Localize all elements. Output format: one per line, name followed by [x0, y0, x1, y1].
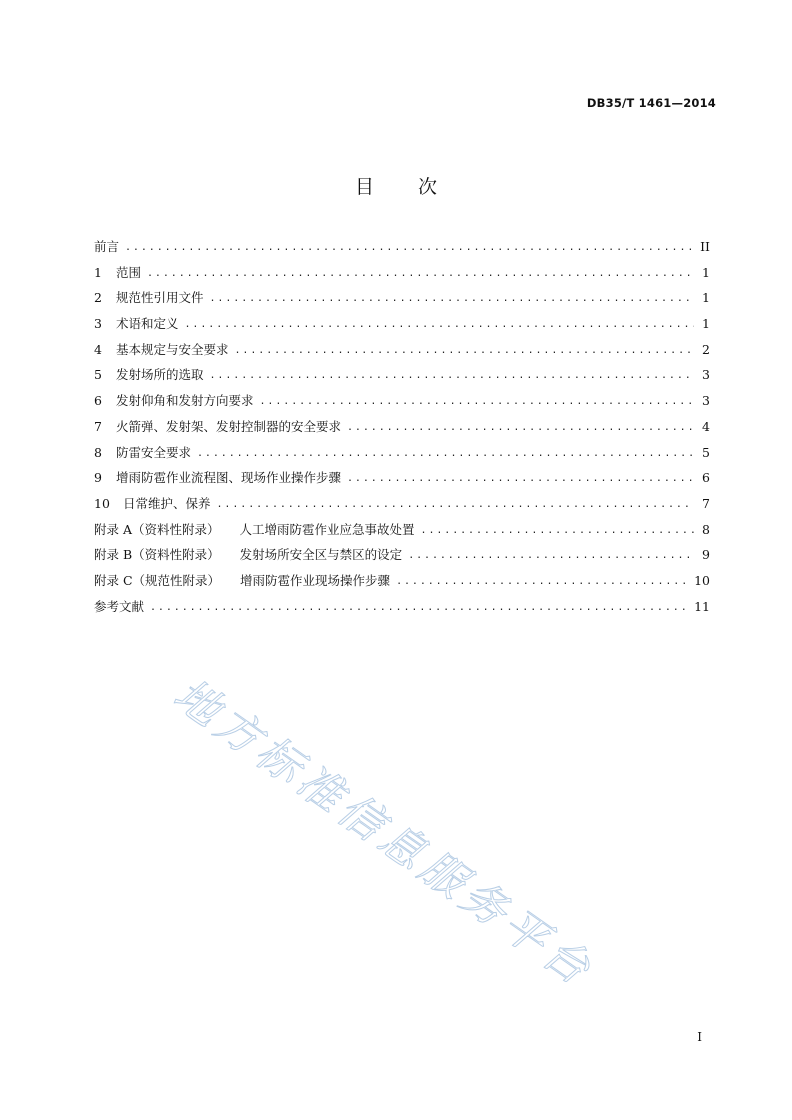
toc-entry-subtitle: 发射场所安全区与禁区的设定 — [239, 547, 403, 563]
page-title — [0, 172, 792, 199]
title-char-1: 目 — [354, 176, 374, 198]
toc-dot-leader — [150, 598, 688, 618]
standard-code: DB35/T 1461—2014 — [586, 96, 716, 110]
toc-page-number: 1 — [702, 316, 710, 332]
toc-entry[interactable] — [94, 571, 710, 597]
toc-page-number: 8 — [702, 521, 710, 537]
toc-entry-number: 1 — [94, 264, 102, 280]
toc-entry-label: 基本规定与安全要求 — [116, 341, 229, 357]
toc-dot-leader — [210, 366, 694, 386]
toc-dot-leader — [185, 315, 694, 335]
toc-entry[interactable] — [94, 237, 710, 263]
toc-entry-label: 火箭弹、发射架、发射控制器的安全要求 — [116, 418, 342, 434]
toc-entry[interactable] — [94, 443, 710, 469]
toc-dot-leader — [260, 392, 694, 412]
toc-entry-subtitle: 增雨防雹作业现场操作步骤 — [240, 572, 391, 588]
toc-entry-number: 8 — [94, 444, 102, 460]
toc-entry-label: 前言 — [94, 239, 120, 254]
toc-entry-label: 发射场所的选取 — [116, 367, 204, 383]
toc-page-number: 3 — [702, 367, 710, 383]
toc-dot-leader — [125, 238, 694, 258]
toc-entry-number: 3 — [94, 316, 102, 332]
toc-entry[interactable] — [94, 365, 710, 391]
toc-entry-number: 7 — [94, 418, 102, 434]
toc-entry-label: 规范性引用文件 — [116, 290, 204, 306]
toc-dot-leader — [408, 546, 694, 566]
toc-entry-label: 附录 A（资料性附录） — [94, 521, 220, 537]
table-of-contents — [94, 237, 710, 622]
toc-entry[interactable] — [94, 391, 710, 417]
toc-page-number: 7 — [702, 495, 710, 511]
toc-entry-label: 参考文献 — [94, 598, 145, 614]
toc-entry[interactable] — [94, 263, 710, 289]
toc-entry-label: 发射仰角和发射方向要求 — [116, 393, 254, 409]
toc-entry[interactable] — [94, 288, 710, 314]
toc-page-number: 6 — [702, 470, 710, 486]
toc-page-number: 3 — [702, 393, 710, 409]
toc-entry[interactable] — [94, 340, 710, 366]
toc-entry[interactable] — [94, 417, 710, 443]
toc-entry-label: 防雷安全要求 — [116, 444, 192, 460]
toc-entry-label: 日常维护、保养 — [123, 495, 211, 511]
watermark: 地方标准信息服务平台 — [164, 669, 604, 998]
toc-page-number: 4 — [702, 418, 710, 434]
toc-dot-leader — [197, 444, 694, 464]
toc-entry[interactable] — [94, 597, 710, 623]
toc-page-number: 1 — [702, 264, 710, 280]
toc-dot-leader — [421, 521, 694, 541]
toc-entry-number: 10 — [94, 495, 110, 511]
toc-page-number: II — [700, 239, 710, 254]
toc-entry-number: 9 — [94, 470, 102, 486]
toc-dot-leader — [147, 264, 694, 284]
toc-entry-number: 6 — [94, 393, 102, 409]
toc-entry-subtitle: 人工增雨防雹作业应急事故处置 — [239, 521, 415, 537]
toc-entry-label: 附录 C（规范性附录） — [94, 572, 221, 588]
toc-dot-leader — [347, 418, 694, 438]
title-char-2: 次 — [418, 176, 438, 198]
toc-page-number: 5 — [702, 444, 710, 460]
toc-entry-number: 2 — [94, 290, 102, 306]
toc-dot-leader — [396, 572, 688, 592]
toc-page-number: 9 — [702, 547, 710, 563]
toc-dot-leader — [210, 289, 694, 309]
toc-page-number: 1 — [702, 290, 710, 306]
toc-entry-label: 术语和定义 — [116, 316, 179, 332]
toc-entry[interactable] — [94, 494, 710, 520]
toc-page-number: 10 — [694, 572, 710, 588]
toc-entry-label: 范围 — [116, 264, 142, 280]
toc-entry[interactable] — [94, 468, 710, 494]
page-number: I — [697, 1030, 702, 1044]
toc-entry-number: 5 — [94, 367, 102, 383]
toc-entry-label: 增雨防雹作业流程图、现场作业操作步骤 — [116, 470, 342, 486]
toc-entry-number: 4 — [94, 341, 102, 357]
toc-entry[interactable] — [94, 314, 710, 340]
toc-dot-leader — [235, 341, 694, 361]
toc-entry[interactable] — [94, 545, 710, 571]
toc-entry[interactable] — [94, 520, 710, 546]
toc-dot-leader — [217, 495, 694, 515]
toc-page-number: 11 — [694, 598, 710, 614]
toc-entry-label: 附录 B（资料性附录） — [94, 547, 220, 563]
toc-dot-leader — [347, 469, 694, 489]
toc-page-number: 2 — [702, 341, 710, 357]
